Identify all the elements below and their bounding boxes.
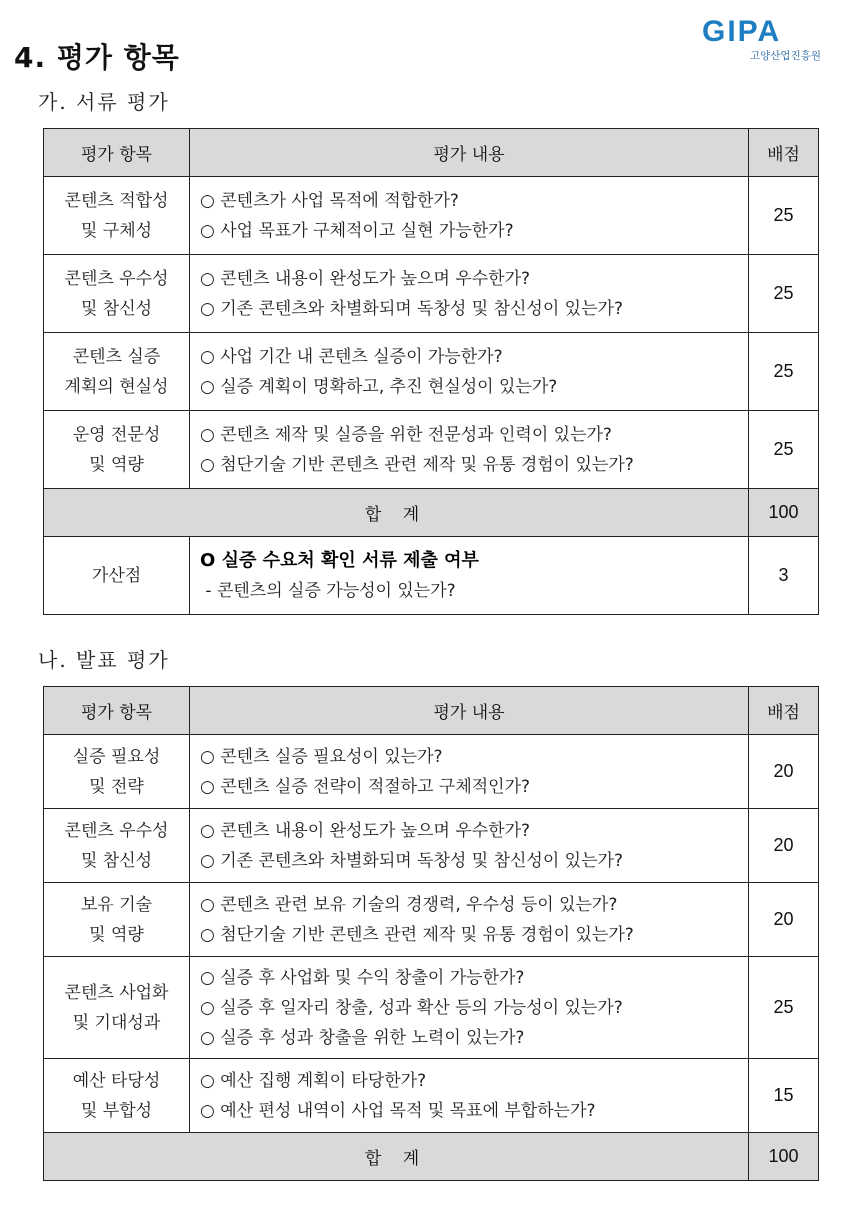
row-content-line: ○ 기존 콘텐츠와 차별화되며 독창성 및 참신성이 있는가? [200,850,623,871]
page-title: 4. 평가 항목 [14,41,180,74]
table-row [44,957,819,1059]
row-item-line: 콘텐츠 우수성 [64,820,169,841]
column-header-score: 배점 [749,129,819,177]
row-item [44,1059,190,1133]
row-item [44,957,190,1059]
row-item-line: 계획의 현실성 [64,376,169,397]
row-content [190,255,749,333]
row-content-line: ○ 실증 후 사업화 및 수익 창출이 가능한가? [200,967,525,988]
bonus-item: 가산점 [44,537,190,615]
column-header-content: 평가 내용 [190,687,749,735]
row-content-line: ○ 콘텐츠 실증 필요성이 있는가? [200,746,443,767]
column-header-content: 평가 내용 [190,129,749,177]
table-row [44,883,819,957]
row-content [190,177,749,255]
row-score: 25 [749,177,819,255]
total-score: 100 [749,489,819,537]
row-content-line: ○ 예산 집행 계획이 타당한가? [200,1070,427,1091]
total-row [44,1133,819,1181]
row-item-line: 및 참신성 [80,850,153,871]
column-header-item: 평가 항목 [44,687,190,735]
row-score: 25 [749,333,819,411]
section-heading-doc: 가. 서류 평가 [38,90,170,114]
row-content [190,957,749,1059]
logo-mark: GIPA [702,15,782,48]
row-content-line: ○ 실증 후 성과 창출을 위한 노력이 있는가? [200,1027,525,1048]
section-heading-presentation: 나. 발표 평가 [38,648,170,672]
row-item-line: 예산 타당성 [72,1070,161,1091]
row-item-line: 콘텐츠 실증 [72,346,161,367]
total-label: 합 계 [44,489,749,537]
row-item-line: 및 역량 [89,454,144,475]
table-header-row [44,687,819,735]
row-score: 20 [749,735,819,809]
row-score: 25 [749,255,819,333]
table-row [44,333,819,411]
row-content-line: ○ 콘텐츠 관련 보유 기술의 경쟁력, 우수성 등이 있는가? [200,894,618,915]
row-score: 25 [749,411,819,489]
table-header-row [44,129,819,177]
total-score: 100 [749,1133,819,1181]
row-content-line: ○ 콘텐츠가 사업 목적에 적합한가? [200,190,459,211]
row-content-line: ○ 사업 기간 내 콘텐츠 실증이 가능한가? [200,346,503,367]
table-row [44,255,819,333]
row-content [190,735,749,809]
row-item-line: 및 기대성과 [72,1012,161,1033]
row-content [190,1059,749,1133]
row-content-line: ○ 실증 후 일자리 창출, 성과 확산 등의 가능성이 있는가? [200,997,623,1018]
gipa-logo [700,16,828,62]
row-item-line: 콘텐츠 우수성 [64,268,169,289]
column-header-score: 배점 [749,687,819,735]
row-score: 20 [749,883,819,957]
row-item-line: 실증 필요성 [72,746,161,767]
row-content-line: ○ 실증 계획이 명확하고, 추진 현실성이 있는가? [200,376,558,397]
row-score: 15 [749,1059,819,1133]
row-item-line: 및 구체성 [80,220,153,241]
table-row [44,411,819,489]
row-item [44,411,190,489]
column-header-item: 평가 항목 [44,129,190,177]
row-item [44,809,190,883]
bonus-score: 3 [749,537,819,615]
row-content [190,883,749,957]
row-content-line: ○ 첨단기술 기반 콘텐츠 관련 제작 및 유통 경험이 있는가? [200,924,634,945]
row-item [44,883,190,957]
total-row [44,489,819,537]
row-item [44,735,190,809]
row-content-line: ○ 기존 콘텐츠와 차별화되며 독창성 및 참신성이 있는가? [200,298,623,319]
row-content-line: ○ 콘텐츠 내용이 완성도가 높으며 우수한가? [200,820,531,841]
row-content-line: ○ 콘텐츠 실증 전략이 적절하고 구체적인가? [200,776,531,797]
presentation-eval-table [43,686,819,1181]
doc-eval-table [43,128,819,615]
row-content-line: ○ 콘텐츠 제작 및 실증을 위한 전문성과 인력이 있는가? [200,424,612,445]
row-content [190,333,749,411]
row-item-line: 및 참신성 [80,298,153,319]
row-item-line: 및 전략 [89,776,144,797]
row-item-line: 콘텐츠 사업화 [64,982,169,1003]
row-item [44,255,190,333]
row-item-line: 및 부합성 [80,1100,153,1121]
row-item-line: 콘텐츠 적합성 [64,190,169,211]
bonus-line-2: - 콘텐츠의 실증 가능성이 있는가? [200,580,456,601]
logo-subtitle: 고양산업진흥원 [750,50,822,62]
row-item [44,177,190,255]
table-row [44,1059,819,1133]
bonus-row [44,537,819,615]
row-content-line: ○ 콘텐츠 내용이 완성도가 높으며 우수한가? [200,268,531,289]
row-content-line: ○ 예산 편성 내역이 사업 목적 및 목표에 부합하는가? [200,1100,596,1121]
row-score: 25 [749,957,819,1059]
row-item-line: 및 역량 [89,924,144,945]
row-content [190,411,749,489]
row-content-line: ○ 첨단기술 기반 콘텐츠 관련 제작 및 유통 경험이 있는가? [200,454,634,475]
total-label: 합 계 [44,1133,749,1181]
row-content [190,809,749,883]
table-row [44,177,819,255]
row-item-line: 운영 전문성 [72,424,161,445]
row-score: 20 [749,809,819,883]
row-item-line: 보유 기술 [80,894,153,915]
row-content-line: ○ 사업 목표가 구체적이고 실현 가능한가? [200,220,514,241]
table-row [44,809,819,883]
table-row [44,735,819,809]
row-item [44,333,190,411]
bonus-line-1: O 실증 수요처 확인 서류 제출 여부 [200,549,479,571]
bonus-content [190,537,749,615]
